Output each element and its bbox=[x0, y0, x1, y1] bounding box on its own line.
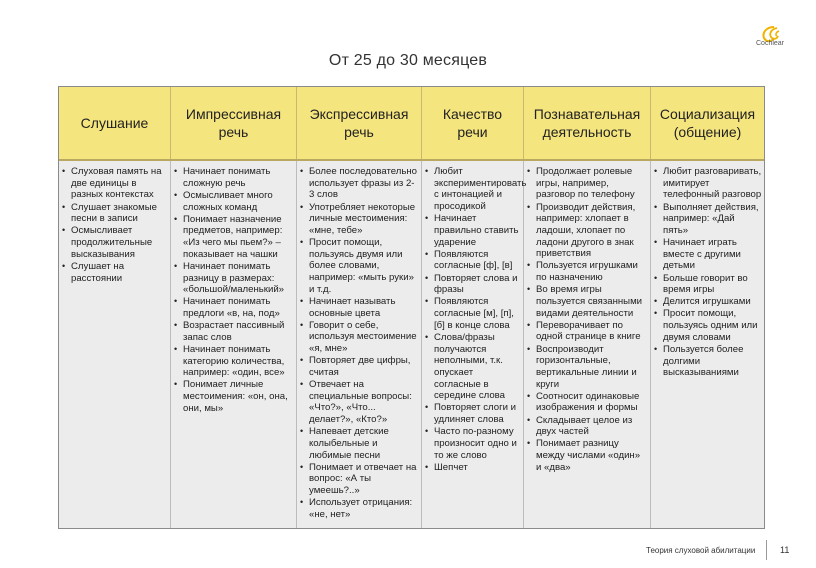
list-item: • Любит разговаривать, имитирует телефонный разговор bbox=[654, 166, 762, 201]
list-item: • Начинает понимать сложную речь bbox=[174, 166, 294, 189]
list-item: • Просит помощи, пользуясь двумя или более словами, например: «мыть руки» и т.д. bbox=[300, 237, 419, 296]
column-expressive-speech bbox=[297, 161, 422, 528]
footer-book-title: Теория слуховой абилитации bbox=[646, 546, 756, 555]
development-table bbox=[58, 86, 765, 529]
page-number: 11 bbox=[780, 545, 790, 555]
list-item: • Возрастает пассивный запас слов bbox=[174, 320, 294, 343]
column-speech-quality bbox=[422, 161, 527, 528]
header-impressive-speech: Импрессивная речь bbox=[171, 87, 297, 159]
footer-divider bbox=[766, 540, 767, 560]
list-item: • Понимает назначение предметов, например: «Из чего мы пьем?» – показывает на чашки bbox=[174, 214, 294, 261]
list-item: • Появляются согласные [м], [п], [б] в конце слова bbox=[425, 296, 521, 331]
list-item: • Переворачивает по одной странице в книге bbox=[527, 320, 648, 343]
column-socialization bbox=[651, 161, 764, 528]
page-title: От 25 до 30 месяцев bbox=[328, 52, 488, 69]
list-item: • Более последовательно использует фразы из 2-3 слов bbox=[300, 166, 419, 201]
table-header-row bbox=[59, 87, 764, 161]
list-item: • Слушает знакомые песни в записи bbox=[62, 202, 168, 225]
logo-brand-text: Cochlear bbox=[756, 40, 785, 47]
list-item: • Начинает называть основные цвета bbox=[300, 296, 419, 319]
list-item: • Начинает понимать предлоги «в, на, под» bbox=[174, 296, 294, 319]
list-item: • Слова/фразы получаются неполными, т.к. опускает согласные в середине слова bbox=[425, 332, 521, 402]
list-item: • Осмысливает много сложных команд bbox=[174, 190, 294, 213]
list-item: • Повторяет две цифры, считая bbox=[300, 355, 419, 378]
list-item: • Напевает детские колыбельные и любимые песни bbox=[300, 426, 419, 461]
column-impressive-speech bbox=[171, 161, 297, 528]
list-item: • Пользуется игрушками по назначению bbox=[527, 260, 648, 283]
list-item: • Осмысливает продолжительные высказывания bbox=[62, 225, 168, 260]
header-expressive-speech: Экспрессивная речь bbox=[297, 87, 422, 159]
list-item: • Больше говорит во время игры bbox=[654, 273, 762, 296]
list-item: • Соотносит одинаковые изображения и формы bbox=[527, 391, 648, 414]
list-item: • Повторяет слоги и удлиняет слова bbox=[425, 402, 521, 425]
list-item: • Начинает правильно ставить ударение bbox=[425, 213, 521, 248]
list-item: • Производит действия, например: хлопает в ладоши, хлопает по ладони другого в знак приветствия bbox=[527, 202, 648, 261]
list-item: • Воспроизводит горизонтальные, вертикальные линии и круги bbox=[527, 344, 648, 391]
list-item: • Любит экспериментировать с интонацией и просодикой bbox=[425, 166, 521, 213]
list-item: • Понимает личные местоимения: «он, она, они, мы» bbox=[174, 379, 294, 414]
list-item: • Слуховая память на две единицы в разных контекстах bbox=[62, 166, 168, 201]
list-item: • Выполняет действия, например: «Дай пять» bbox=[654, 202, 762, 237]
list-item: • Говорит о себе, используя местоимение «я, мне» bbox=[300, 320, 419, 355]
column-listening bbox=[59, 161, 171, 528]
list-item: • Во время игры пользуется связанными видами деятельности bbox=[527, 284, 648, 319]
list-item: • Начинает понимать категорию количества, например: «один, все» bbox=[174, 344, 294, 379]
header-cognitive-activity: Познавательная деятельность bbox=[524, 87, 651, 159]
list-item: • Просит помощи, пользуясь одним или двумя словами bbox=[654, 308, 762, 343]
list-item: • Понимает и отвечает на вопрос: «А ты умеешь?..» bbox=[300, 462, 419, 497]
table-body-row bbox=[59, 161, 764, 528]
list-item: • Слушает на расстоянии bbox=[62, 261, 168, 284]
header-speech-quality: Качество речи bbox=[422, 87, 524, 159]
list-item: • Пользуется более долгими высказываниями bbox=[654, 344, 762, 379]
list-item: • Шепчет bbox=[425, 462, 521, 474]
list-item: • Продолжает ролевые игры, например, разговор по телефону bbox=[527, 166, 648, 201]
header-socialization: Социализация (общение) bbox=[659, 106, 756, 140]
list-item: • Повторяет слова и фразы bbox=[425, 273, 521, 296]
list-item: • Складывает целое из двух частей bbox=[527, 415, 648, 438]
list-item: • Появляются согласные [ф], [в] bbox=[425, 249, 521, 272]
list-item: • Начинает понимать разницу в размерах: «большой/маленький» bbox=[174, 261, 294, 296]
list-item: • Использует отрицания: «не, нет» bbox=[300, 497, 419, 520]
header-listening: Слушание bbox=[59, 87, 171, 159]
list-item: • Понимает разницу между числами «один» и «два» bbox=[527, 438, 648, 473]
column-cognitive-activity bbox=[524, 161, 651, 528]
list-item: • Начинает играть вместе с другими детьми bbox=[654, 237, 762, 272]
list-item: • Делится игрушками bbox=[654, 296, 762, 308]
list-item: • Отвечает на специальные вопросы: «Что?», «Что... делает?», «Кто?» bbox=[300, 379, 419, 426]
list-item: • Часто по-разному произносит одно и то же слово bbox=[425, 426, 521, 461]
list-item: • Употребляет некоторые личные местоимения: «мне, тебе» bbox=[300, 202, 419, 237]
